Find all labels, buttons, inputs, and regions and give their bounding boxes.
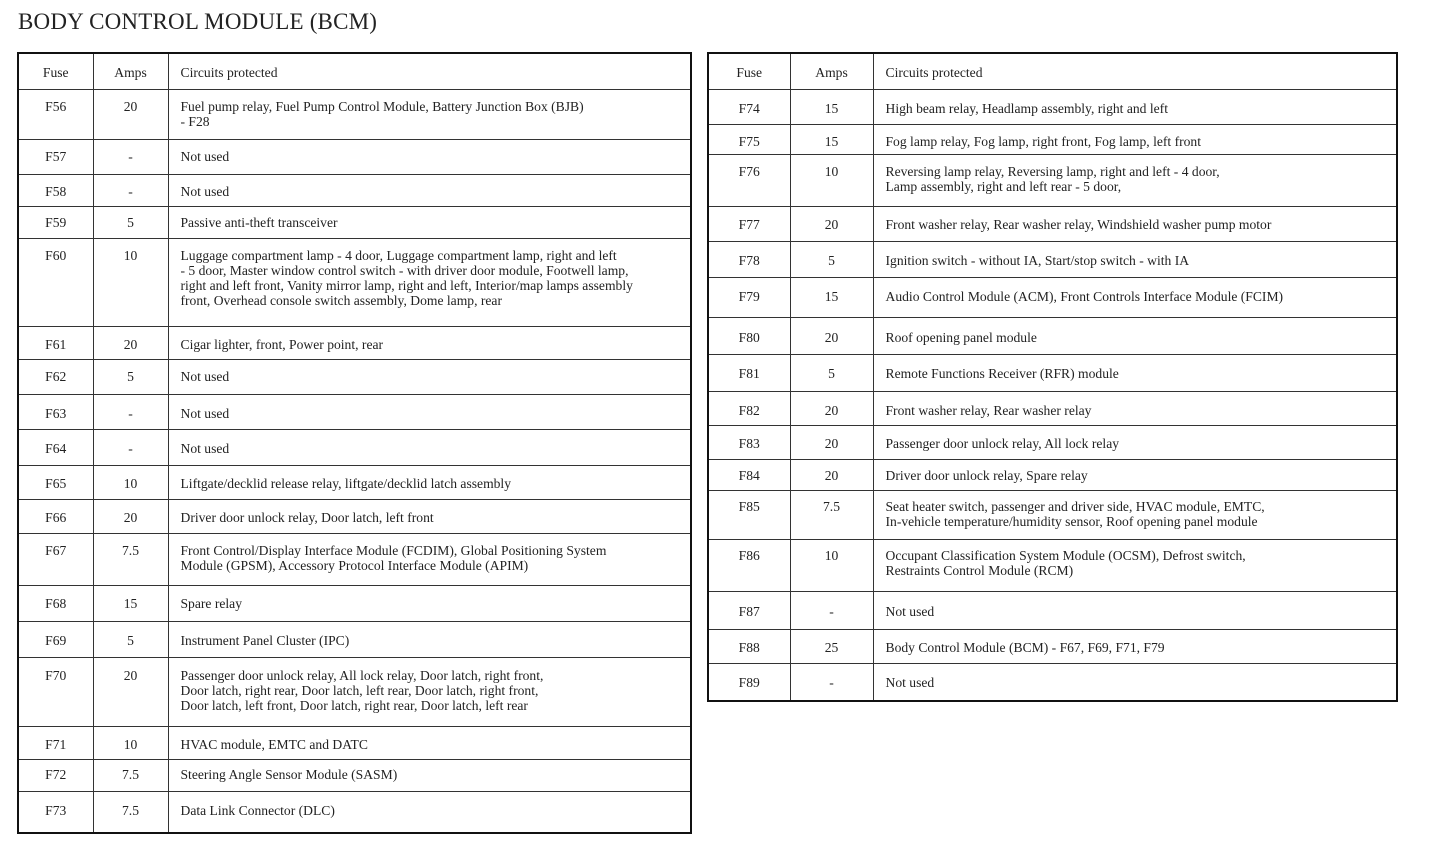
amps-cell — [790, 317, 873, 354]
amps-cell-text: 10 — [123, 736, 138, 752]
amps-cell-text: 5 — [127, 214, 134, 230]
circuits-cell-text: High beam relay, Headlamp assembly, right and left — [885, 100, 1168, 116]
table-row — [708, 317, 1397, 354]
table-header-row — [708, 53, 1397, 89]
fuse-cell-text: F84 — [738, 467, 760, 483]
fuse-cell — [18, 533, 93, 585]
circuits-cell — [168, 533, 691, 585]
table-row — [708, 124, 1397, 154]
fuse-cell — [708, 629, 790, 663]
circuits-cell-text: Remote Functions Receiver (RFR) module — [885, 365, 1119, 381]
circuits-cell — [168, 726, 691, 759]
amps-cell — [93, 657, 168, 726]
circuits-cell-text: Steering Angle Sensor Module (SASM) — [180, 766, 398, 782]
fuse-cell-text: F71 — [45, 736, 67, 752]
fuse-cell-text: F78 — [738, 252, 760, 268]
fuse-cell-text: F86 — [738, 547, 760, 563]
fuse-cell — [708, 391, 790, 425]
fuse-cell — [18, 206, 93, 238]
amps-cell — [790, 591, 873, 629]
amps-cell-text: - — [829, 603, 834, 619]
amps-cell — [93, 206, 168, 238]
fuse-cell — [708, 459, 790, 490]
table-row — [708, 539, 1397, 591]
fuse-cell — [708, 89, 790, 124]
amps-cell-text: - — [128, 183, 133, 199]
fuse-table-right — [707, 52, 1398, 702]
circuits-cell-text: Occupant Classification System Module (OCSM), Defrost switch, Restraints Control Module (RCM) — [885, 547, 1246, 578]
fuse-cell — [708, 354, 790, 391]
fuse-cell — [18, 499, 93, 533]
circuits-cell-text: Roof opening panel module — [885, 329, 1037, 345]
circuits-cell-text: Not used — [180, 405, 230, 421]
circuits-cell — [168, 394, 691, 429]
amps-cell-text: - — [829, 674, 834, 690]
table-row — [18, 238, 691, 326]
fuse-cell-text: F73 — [45, 802, 67, 818]
amps-cell — [93, 533, 168, 585]
circuits-cell — [873, 539, 1397, 591]
circuits-cell — [873, 425, 1397, 459]
fuse-cell — [18, 238, 93, 326]
amps-cell-text: 20 — [824, 329, 839, 345]
table-row — [708, 391, 1397, 425]
amps-cell-text: 10 — [824, 163, 839, 179]
circuits-cell-text: Front washer relay, Rear washer relay — [885, 402, 1092, 418]
circuits-cell — [168, 585, 691, 621]
fuse-cell-text: F80 — [738, 329, 760, 345]
circuits-cell — [873, 459, 1397, 490]
amps-cell-text: 15 — [824, 288, 839, 304]
circuits-cell — [168, 238, 691, 326]
amps-cell-text: 20 — [123, 336, 138, 352]
table-row — [18, 465, 691, 499]
circuits-cell-text: Not used — [180, 368, 230, 384]
table-row — [708, 425, 1397, 459]
fuse-cell-text: F64 — [45, 440, 67, 456]
fuse-cell-text: F57 — [45, 148, 67, 164]
amps-cell-text: 20 — [824, 435, 839, 451]
fuse-cell — [708, 425, 790, 459]
circuits-cell-text: Driver door unlock relay, Door latch, left front — [180, 509, 434, 525]
table-row — [18, 759, 691, 791]
amps-cell-text: 10 — [123, 247, 138, 263]
amps-cell — [93, 238, 168, 326]
header-circuits: Circuits protected — [168, 53, 691, 89]
fuse-cell — [708, 124, 790, 154]
amps-cell — [790, 425, 873, 459]
amps-cell-text: 7.5 — [122, 802, 139, 818]
fuse-cell-text: F79 — [738, 288, 760, 304]
circuits-cell-text: Body Control Module (BCM) - F67, F69, F71, F79 — [885, 639, 1165, 655]
fuse-cell-text: F83 — [738, 435, 760, 451]
table-row — [708, 591, 1397, 629]
circuits-cell-text: Data Link Connector (DLC) — [180, 802, 335, 818]
table-row — [18, 585, 691, 621]
circuits-cell-text: Not used — [180, 148, 230, 164]
table-row — [708, 459, 1397, 490]
fuse-cell-text: F75 — [738, 133, 760, 149]
amps-cell — [93, 429, 168, 465]
circuits-cell — [873, 206, 1397, 241]
circuits-cell — [873, 317, 1397, 354]
fuse-cell-text: F68 — [45, 595, 67, 611]
fuse-cell — [18, 759, 93, 791]
circuits-cell — [168, 174, 691, 206]
header-amps: Amps — [93, 53, 168, 89]
table-row — [18, 139, 691, 174]
circuits-cell-text: Passenger door unlock relay, All lock relay — [885, 435, 1120, 451]
table-row — [18, 359, 691, 394]
amps-cell — [93, 585, 168, 621]
circuits-cell-text: Cigar lighter, front, Power point, rear — [180, 336, 384, 352]
fuse-cell — [18, 585, 93, 621]
table-row — [18, 621, 691, 657]
circuits-cell-text: Fuel pump relay, Fuel Pump Control Module, Battery Junction Box (BJB) - F28 — [180, 98, 584, 129]
amps-cell — [790, 490, 873, 539]
amps-cell-text: 20 — [123, 509, 138, 525]
fuse-cell-text: F88 — [738, 639, 760, 655]
fuse-cell-text: F81 — [738, 365, 760, 381]
circuits-cell-text: Seat heater switch, passenger and driver side, HVAC module, EMTC, In-vehicle temperature/humidity sensor, Roof opening panel module — [885, 498, 1265, 529]
header-amps: Amps — [790, 53, 873, 89]
header-fuse: Fuse — [708, 53, 790, 89]
fuse-cell-text: F66 — [45, 509, 67, 525]
circuits-cell — [168, 621, 691, 657]
fuse-cell — [708, 154, 790, 206]
fuse-cell — [708, 206, 790, 241]
fuse-cell-text: F59 — [45, 214, 67, 230]
fuse-table-left — [17, 52, 692, 834]
amps-cell — [790, 277, 873, 317]
circuits-cell — [873, 89, 1397, 124]
fuse-cell-text: F72 — [45, 766, 67, 782]
amps-cell — [790, 391, 873, 425]
circuits-cell — [168, 206, 691, 238]
amps-cell — [93, 499, 168, 533]
fuse-cell-text: F74 — [738, 100, 760, 116]
amps-cell — [790, 459, 873, 490]
amps-cell — [93, 174, 168, 206]
circuits-cell — [168, 359, 691, 394]
amps-cell — [93, 359, 168, 394]
table-row — [18, 394, 691, 429]
amps-cell-text: 20 — [824, 402, 839, 418]
table-row — [18, 326, 691, 359]
circuits-cell-text: Not used — [180, 440, 230, 456]
amps-cell-text: 5 — [127, 368, 134, 384]
circuits-cell — [168, 759, 691, 791]
fuse-cell — [18, 326, 93, 359]
amps-cell — [93, 139, 168, 174]
amps-cell — [790, 629, 873, 663]
amps-cell — [93, 791, 168, 833]
fuse-cell — [708, 663, 790, 701]
amps-cell — [93, 326, 168, 359]
table-row — [18, 89, 691, 139]
amps-cell — [93, 759, 168, 791]
amps-cell — [93, 726, 168, 759]
amps-cell-text: 5 — [828, 365, 835, 381]
amps-cell-text: 20 — [123, 667, 138, 683]
fuse-cell-text: F67 — [45, 542, 67, 558]
table-row — [18, 499, 691, 533]
amps-cell-text: 7.5 — [823, 498, 840, 514]
amps-cell-text: 15 — [824, 133, 839, 149]
fuse-cell — [708, 539, 790, 591]
amps-cell — [790, 663, 873, 701]
circuits-cell-text: Liftgate/decklid release relay, liftgate/decklid latch assembly — [180, 475, 512, 491]
circuits-cell — [873, 277, 1397, 317]
amps-cell — [790, 89, 873, 124]
amps-cell — [790, 206, 873, 241]
fuse-cell — [18, 657, 93, 726]
circuits-cell-text: Fog lamp relay, Fog lamp, right front, Fog lamp, left front — [885, 133, 1202, 149]
table-row — [708, 663, 1397, 701]
amps-cell-text: 7.5 — [122, 766, 139, 782]
fuse-cell-text: F76 — [738, 163, 760, 179]
amps-cell-text: - — [128, 440, 133, 456]
circuits-cell-text: Passive anti-theft transceiver — [180, 214, 338, 230]
table-row — [708, 154, 1397, 206]
table-header-row — [18, 53, 691, 89]
fuse-cell-text: F61 — [45, 336, 67, 352]
circuits-cell-text: Front washer relay, Rear washer relay, Windshield washer pump motor — [885, 216, 1272, 232]
circuits-cell — [873, 591, 1397, 629]
circuits-cell-text: Passenger door unlock relay, All lock relay, Door latch, right front, Door latch, right rear, Door latch, left rear, Door latch, right front, Door latch, left front, Door latch, right rear, Door latch, left rear — [180, 667, 544, 713]
circuits-cell-text: Luggage compartment lamp - 4 door, Luggage compartment lamp, right and left - 5 door, Master window control switch - with driver door module, Footwell lamp, right and left front, Vanity mirror lamp, right and left, Interior/map lamps assembly front, Overhead console switch assembly, Dome lamp, rear — [180, 247, 633, 308]
fuse-cell-text: F87 — [738, 603, 760, 619]
fuse-cell — [18, 174, 93, 206]
amps-cell — [93, 465, 168, 499]
table-row — [18, 657, 691, 726]
table-row — [18, 206, 691, 238]
fuse-cell — [708, 317, 790, 354]
circuits-cell — [168, 791, 691, 833]
amps-cell — [93, 89, 168, 139]
fuse-cell — [18, 465, 93, 499]
fuse-cell-text: F89 — [738, 674, 760, 690]
fuse-cell — [18, 394, 93, 429]
circuits-cell — [168, 326, 691, 359]
amps-cell-text: 25 — [824, 639, 839, 655]
header-fuse: Fuse — [18, 53, 93, 89]
circuits-cell-text: Ignition switch - without IA, Start/stop switch - with IA — [885, 252, 1190, 268]
circuits-cell-text: Not used — [885, 603, 935, 619]
fuse-cell-text: F56 — [45, 98, 67, 114]
circuits-cell — [873, 124, 1397, 154]
fuse-cell-text: F58 — [45, 183, 67, 199]
table-row — [708, 241, 1397, 277]
fuse-cell-text: F63 — [45, 405, 67, 421]
fuse-cell — [708, 591, 790, 629]
amps-cell — [790, 539, 873, 591]
circuits-cell-text: Spare relay — [180, 595, 243, 611]
table-row — [708, 277, 1397, 317]
amps-cell — [790, 241, 873, 277]
fuse-cell — [18, 429, 93, 465]
fuse-cell-text: F62 — [45, 368, 67, 384]
fuse-cell-text: F65 — [45, 475, 67, 491]
fuse-cell — [18, 89, 93, 139]
circuits-cell — [873, 391, 1397, 425]
circuits-cell — [168, 465, 691, 499]
circuits-cell-text: Front Control/Display Interface Module (FCDIM), Global Positioning System Module (GPSM), Accessory Protocol Interface Module (APIM) — [180, 542, 607, 573]
fuse-cell-text: F77 — [738, 216, 760, 232]
table-row — [18, 791, 691, 833]
header-circuits: Circuits protected — [873, 53, 1397, 89]
table-row — [18, 429, 691, 465]
amps-cell-text: 10 — [824, 547, 839, 563]
amps-cell-text: - — [128, 405, 133, 421]
amps-cell — [790, 154, 873, 206]
circuits-cell-text: Audio Control Module (ACM), Front Controls Interface Module (FCIM) — [885, 288, 1284, 304]
table-row — [18, 174, 691, 206]
amps-cell — [93, 394, 168, 429]
fuse-cell — [708, 490, 790, 539]
fuse-cell — [18, 359, 93, 394]
circuits-cell-text: Instrument Panel Cluster (IPC) — [180, 632, 350, 648]
circuits-cell-text: Driver door unlock relay, Spare relay — [885, 467, 1088, 483]
fuse-cell — [18, 139, 93, 174]
circuits-cell — [873, 629, 1397, 663]
circuits-cell — [168, 657, 691, 726]
amps-cell-text: 5 — [127, 632, 134, 648]
table-row — [18, 726, 691, 759]
circuits-cell — [168, 89, 691, 139]
table-row — [708, 89, 1397, 124]
circuits-cell-text: Not used — [180, 183, 230, 199]
amps-cell — [790, 124, 873, 154]
fuse-cell-text: F70 — [45, 667, 67, 683]
circuits-cell-text: Reversing lamp relay, Reversing lamp, right and left - 4 door, Lamp assembly, right and left rear - 5 door, — [885, 163, 1220, 194]
amps-cell-text: 15 — [123, 595, 138, 611]
amps-cell-text: 20 — [123, 98, 138, 114]
amps-cell-text: 20 — [824, 216, 839, 232]
fuse-cell — [708, 277, 790, 317]
table-row — [708, 206, 1397, 241]
fuse-cell — [18, 791, 93, 833]
amps-cell — [790, 354, 873, 391]
page-title: BODY CONTROL MODULE (BCM) — [18, 9, 378, 34]
amps-cell-text: 10 — [123, 475, 138, 491]
table-row — [708, 490, 1397, 539]
amps-cell-text: 5 — [828, 252, 835, 268]
amps-cell-text: 15 — [824, 100, 839, 116]
fuse-cell — [18, 726, 93, 759]
amps-cell — [93, 621, 168, 657]
fuse-cell-text: F85 — [738, 498, 760, 514]
amps-cell-text: 20 — [824, 467, 839, 483]
fuse-cell-text: F60 — [45, 247, 67, 263]
table-row — [708, 629, 1397, 663]
amps-cell-text: 7.5 — [122, 542, 139, 558]
fuse-cell — [708, 241, 790, 277]
circuits-cell — [168, 139, 691, 174]
circuits-cell — [873, 663, 1397, 701]
circuits-cell — [873, 154, 1397, 206]
circuits-cell — [873, 241, 1397, 277]
circuits-cell-text: Not used — [885, 674, 935, 690]
amps-cell-text: - — [128, 148, 133, 164]
circuits-cell — [873, 490, 1397, 539]
table-row — [708, 354, 1397, 391]
circuits-cell — [873, 354, 1397, 391]
circuits-cell — [168, 429, 691, 465]
circuits-cell-text: HVAC module, EMTC and DATC — [180, 736, 368, 752]
fuse-cell-text: F82 — [738, 402, 760, 418]
fuse-cell-text: F69 — [45, 632, 67, 648]
circuits-cell — [168, 499, 691, 533]
fuse-cell — [18, 621, 93, 657]
table-row — [18, 533, 691, 585]
